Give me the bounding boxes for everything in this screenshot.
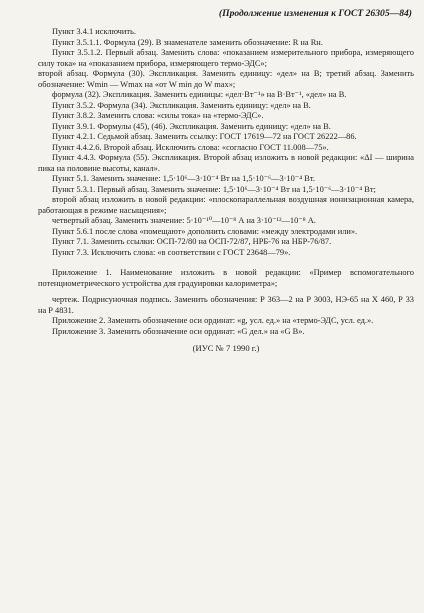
paragraph: второй абзац изложить в новой редакции: «плоскопараллельная воздушная ионизационная камера, работающая в режиме насыщения»; <box>38 195 414 215</box>
paragraph: Пункт 4.2.1. Седьмой абзац. Заменить ссылку: ГОСТ 17619—72 на ГОСТ 26222—86. <box>52 132 357 141</box>
paragraph: Пункт 3.4.1 исключить. <box>52 27 136 36</box>
paragraph: второй абзац. Формула (30). Экспликация. Заменить единицу: «дел» на В; третий абзац. Заменить обозначение: Wmin — Wmax на «от W min до W max»; <box>38 69 414 89</box>
document-body <box>38 27 414 354</box>
footer-note: (ИУС № 7 1990 г.) <box>192 343 260 353</box>
paragraph: Пункт 4.4.3. Формула (55). Экспликация. Второй абзац изложить в новой редакции: «ΔI — ширина пика на половине высоты, канал». <box>38 153 414 173</box>
paragraph: Пункт 7.3. Исключить слова: «в соответствии с ГОСТ 23648—79». <box>52 247 291 257</box>
paragraph: Пункт 5.6.1 после слова «помещают» дополнить словами: «между электродами или». <box>52 226 358 236</box>
paragraph: Пункт 3.5.1.2. Первый абзац. Заменить слова: «показанием измерительного прибора, измеряющего силу тока» на «показанием прибора, измеряющего термо-ЭДС»; <box>38 48 414 68</box>
paragraph: формула (32). Экспликация. Заменить единицы: «дел·Вт⁻¹» на В·Вт⁻¹, «дел» на В. <box>52 90 347 99</box>
paragraph: Пункт 5.1. Заменить значение: 1,5·10⁶—3·10⁻⁴ Вт на 1,5·10⁻⁶—3·10⁻⁴ Вт. <box>52 174 315 183</box>
paragraph: Приложение 3. Заменить обозначение оси ординат: «G дел.» на «G В». <box>52 326 305 336</box>
page-header: (Продолжение изменения к ГОСТ 26305—84) <box>218 8 412 19</box>
paragraph: Пункт 4.4.2.6. Второй абзац. Исключить слова: «согласно ГОСТ 11.008—75». <box>52 142 329 152</box>
paragraph: чертеж. Подрисуночная подпись. Заменить обозначения: Р 363—2 на Р 3003, НЭ-65 на Х 460, Р 33 на Р 4831. <box>38 295 414 315</box>
paragraph: четвертый абзац. Заменить значение: 5·10⁻¹⁰—10⁻⁸ А на 3·10⁻¹²—10⁻⁸ А. <box>52 216 316 225</box>
paragraph: Пункт 5.3.1. Первый абзац. Заменить значение: 1,5·10⁶—3·10⁻⁴ Вт на 1,5·10⁻⁶—3·10⁻⁴ Вт; <box>52 184 376 194</box>
paragraph: Пункт 7.1. Заменить ссылки: ОСП-72/80 на ОСП-72/87, НРБ-76 на НБР-76/87. <box>52 237 332 246</box>
paragraph: Приложение 1. Наименование изложить в новой редакции: «Пример вспомогательного потенциометрического устройства для градуировки калориметра»; <box>38 268 414 288</box>
paragraph: Пункт 3.8.2. Заменить слова: «силы тока» на «термо-ЭДС». <box>52 111 264 120</box>
paragraph: Пункт 3.5.2. Формула (34). Экспликация. Заменить единицу: «дел» на В. <box>52 100 311 110</box>
paragraph: Пункт 3.9.1. Формулы (45), (46). Экспликация. Заменить единицу: «дел» на В. <box>52 121 331 131</box>
paragraph: Пункт 3.5.1.1. Формула (29). В знаменателе заменить обозначение: R на Rн. <box>52 37 323 47</box>
paragraph: Приложение 2. Заменить обозначение оси ординат: «g, усл. ед.» на «термо-ЭДС, усл. ед.». <box>52 316 374 325</box>
